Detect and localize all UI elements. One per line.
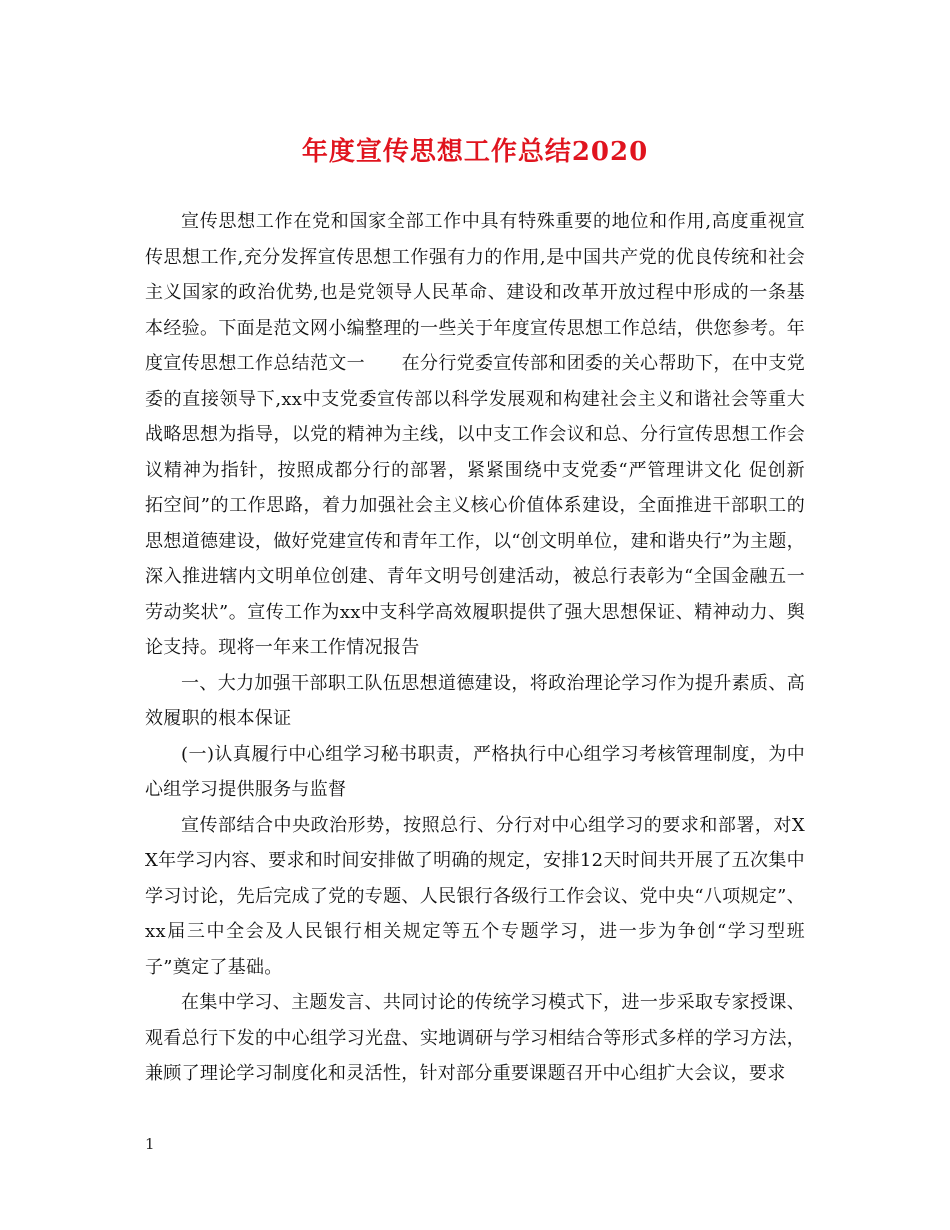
paragraph-study-arrangement: 宣传部结合中央政治形势，按照总行、分行对中心组学习的要求和部署，对XX年学习内容、要求和时间安排做了明确的规定，安排12天时间共开展了五次集中学习讨论，先后完成了党的专题、人民银行各级行工作会议、党中央“八项规定”、xx届三中全会及人民银行相关规定等五个专题学习，进一步为争创“学习型班子”奠定了基础。 [145, 814, 805, 978]
document-body [145, 204, 805, 1092]
page-number: 1 [145, 1135, 155, 1153]
paragraph-study-methods: 在集中学习、主题发言、共同讨论的传统学习模式下，进一步采取专家授课、观看总行下发的中心组学习光盘、实地调研与学习相结合等形式多样的学习方法，兼顾了理论学习制度化和灵活性，针对部分重要课题召开中心组扩大会议，要求 [145, 992, 805, 1084]
paragraph-intro: 宣传思想工作在党和国家全部工作中具有特殊重要的地位和作用,高度重视宣传思想工作,充分发挥宣传思想工作强有力的作用,是中国共产党的优良传统和社会主义国家的政治优势,也是党领导人民革命、建设和改革开放过程中形成的一条基本经验。下面是范文网小编整理的一些关于年度宣传思想工作总结，供您参考。年度宣传思想工作总结范文一 在分行党委宣传部和团委的关心帮助下，在中支党委的直接领导下,xx中支党委宣传部以科学发展观和构建社会主义和谐社会等重大战略思想为指导，以党的精神为主线，以中支工作会议和总、分行宣传思想工作会议精神为指针，按照成都分行的部署，紧紧围绕中支党委“严管理讲文化 促创新 拓空间”的工作思路，着力加强社会主义核心价值体系建设，全面推进干部职工的思想道德建设，做好党建宣传和青年工作，以“创文明单位，建和谐央行”为主题，深入推进辖内文明单位创建、青年文明号创建活动，被总行表彰为“全国金融五一劳动奖状”。宣传工作为xx中支科学高效履职提供了强大思想保证、精神动力、舆论支持。现将一年来工作情况报告 [145, 211, 805, 658]
paragraph-section-heading: 一、大力加强干部职工队伍思想道德建设，将政治理论学习作为提升素质、高效履职的根本保证 [145, 672, 805, 729]
document-title: 年度宣传思想工作总结2020 [301, 137, 649, 167]
paragraph-subsection-heading: (一)认真履行中心组学习秘书职责，严格执行中心组学习考核管理制度，为中心组学习提供服务与监督 [145, 743, 805, 800]
